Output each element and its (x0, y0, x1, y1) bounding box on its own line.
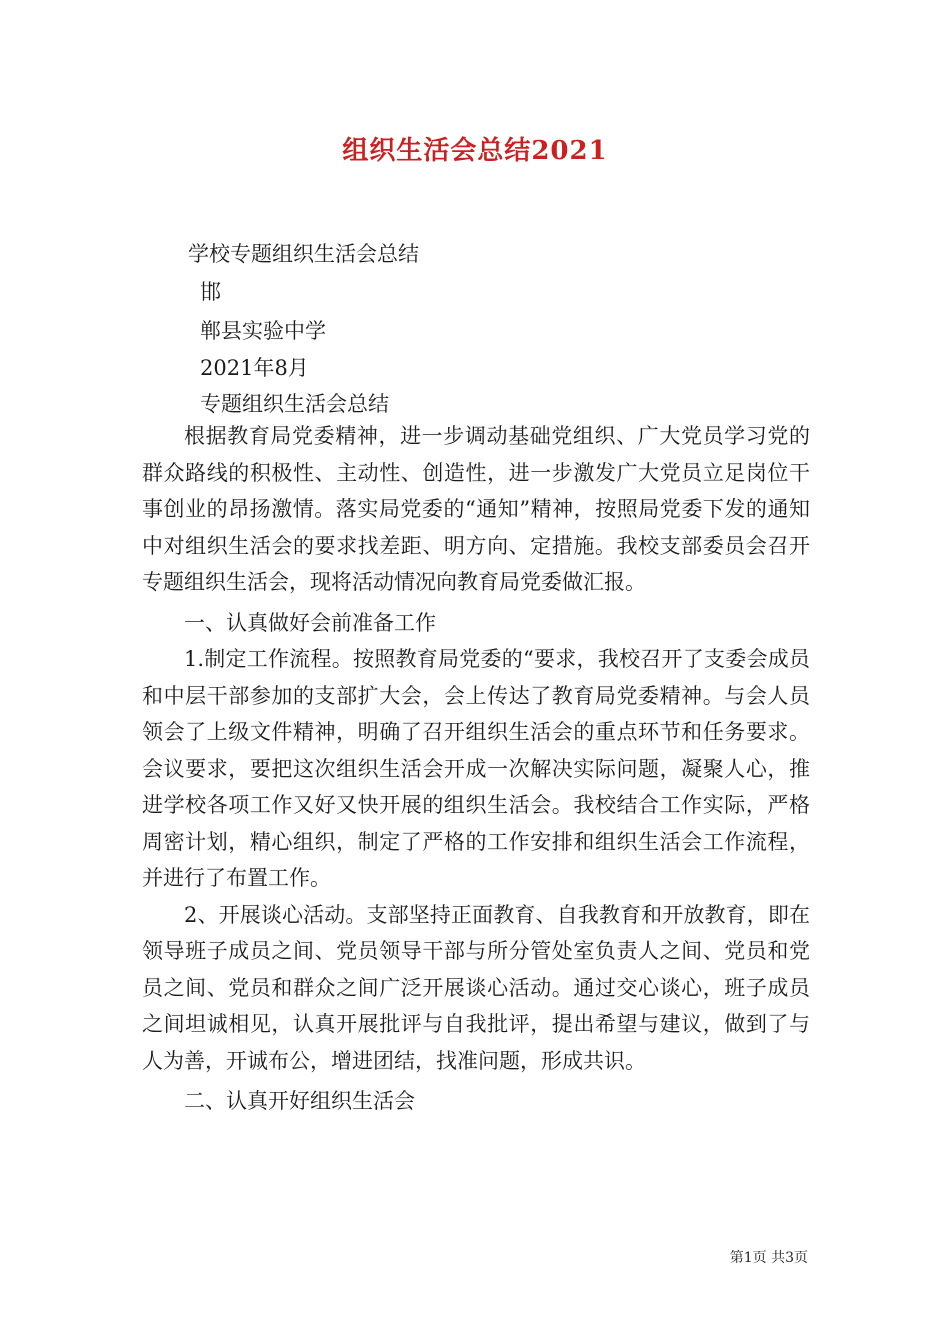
date-line: 2021年8月 (200, 356, 309, 380)
document-body (142, 418, 810, 1120)
org-line-1: 邯 (200, 280, 221, 304)
paragraph-workflow: 1.制定工作流程。按照教育局党委的“要求，我校召开了支委会成员和中层干部参加的支部扩大会，会上传达了教育局党委精神。与会人员领会了上级文件精神，明确了召开组织生活会的重点环节和任务要求。会议要求，要把这次组织生活会开成一次解决实际问题，凝聚人心，推进学校各项工作又好又快开展的组织生活会。我校结合工作实际，严格周密计划，精心组织，制定了严格的工作安排和组织生活会工作流程，并进行了布置工作。 (142, 647, 810, 890)
document-title: 组织生活会总结2021 (342, 136, 608, 166)
section-heading-1: 一、认真做好会前准备工作 (184, 610, 436, 635)
section-heading-2: 二、认真开好组织生活会 (184, 1089, 415, 1113)
paragraph-intro: 根据教育局党委精神，进一步调动基础党组织、广大党员学习党的群众路线的积极性、主动性、创造性，进一步激发广大党员立足岗位干事创业的昂扬激情。落实局党委的“通知”精神，按照局党委下发的通知中对组织生活会的要求找差距、明方向、定措施。我校支部委员会召开专题组织生活会，现将活动情况向教育局党委做汇报。 (142, 424, 810, 594)
subtitle-line: 学校专题组织生活会总结 (188, 242, 419, 266)
page-number: 第1页 共3页 (729, 1250, 808, 1266)
section-title-line: 专题组织生活会总结 (200, 392, 389, 416)
paragraph-talks: 2、开展谈心活动。支部坚持正面教育、自我教育和开放教育，即在领导班子成员之间、党员领导干部与所分管处室负责人之间、党员和党员之间、党员和群众之间广泛开展谈心活动。通过交心谈心，班子成员之间坦诚相见，认真开展批评与自我批评，提出希望与建议，做到了与人为善，开诚布公，增进团结，找准问题，形成共识。 (142, 902, 810, 1073)
org-line-2: 郸县实验中学 (200, 319, 326, 343)
